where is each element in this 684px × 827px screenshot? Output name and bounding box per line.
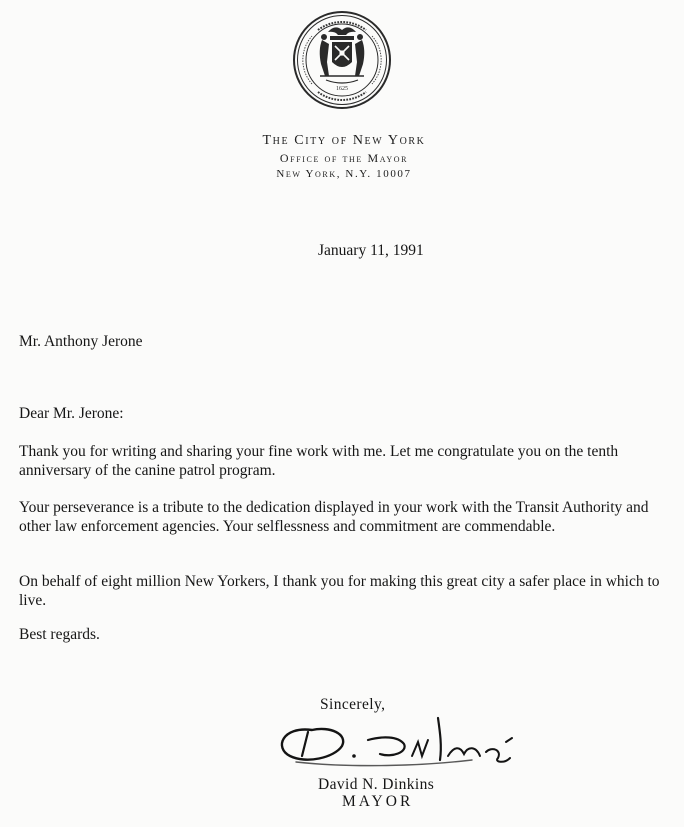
signer-title: MAYOR (342, 793, 414, 810)
handwritten-signature (272, 712, 532, 774)
letterhead-address: New York, N.Y. 10007 (276, 168, 412, 180)
body-paragraph-2: Your perseverance is a tribute to the dedication displayed in your work with the Transit Authority and other law enforcement agencies. Your selflessness and commitment are commendable. (19, 499, 649, 535)
recipient-name: Mr. Anthony Jerone (19, 333, 143, 350)
letterhead-city: The City of New York (262, 133, 426, 148)
closing: Sincerely, (320, 696, 386, 713)
body-paragraph-4: Best regards. (19, 626, 100, 643)
signer-name: David N. Dinkins (318, 776, 435, 793)
letter-date: January 11, 1991 (318, 242, 424, 259)
salutation: Dear Mr. Jerone: (19, 405, 124, 422)
city-seal-icon (292, 10, 392, 110)
body-paragraph-1: Thank you for writing and sharing your fine work with me. Let me congratulate you on the tenth anniversary of the canine patrol program. (19, 443, 619, 479)
body-paragraph-3: On behalf of eight million New Yorkers, I thank you for making this great city a safer place in which to live. (19, 573, 660, 609)
seal-year: 1625 (336, 86, 348, 92)
letterhead-office: Office of the Mayor (279, 151, 409, 165)
